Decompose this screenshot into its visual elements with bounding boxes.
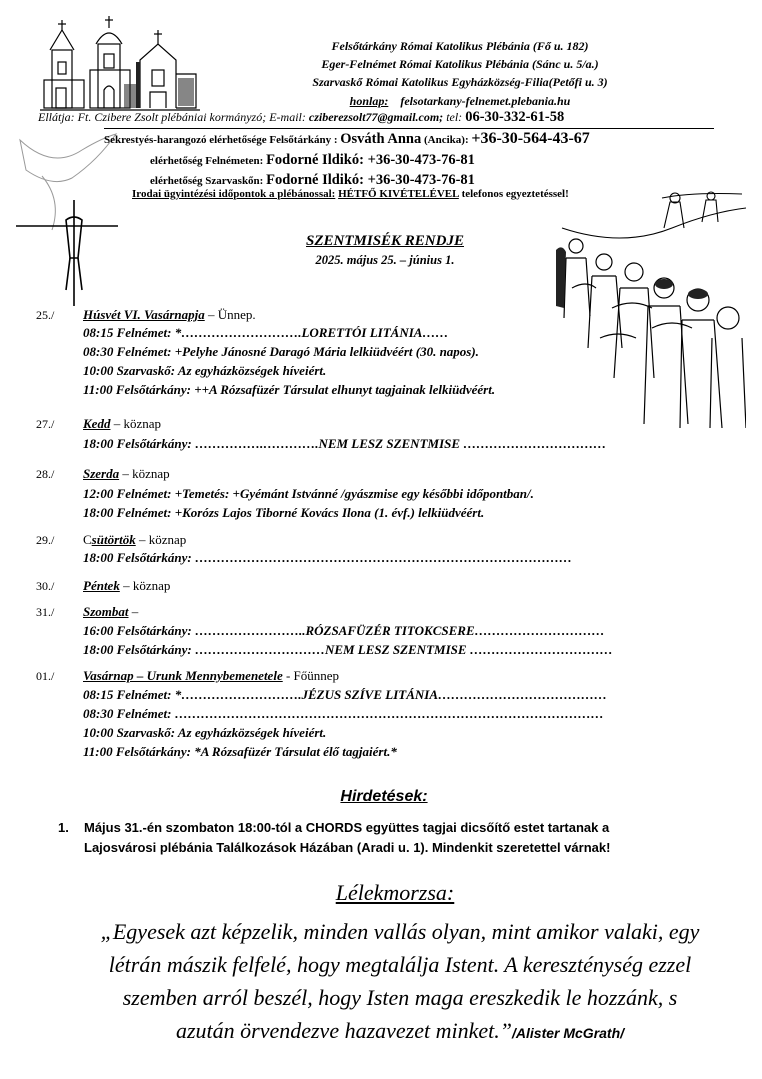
day-number: 31./ xyxy=(36,605,55,619)
tel-label: tel: xyxy=(446,110,463,124)
email-link[interactable]: cziberezsolt77@gmail.com; xyxy=(308,110,444,124)
sexton-phone: +36-30-564-43-67 xyxy=(471,130,590,147)
mass-entry: 08:30 Felnémet: +Pelyhe Jánosné Daragó Mária lelkiüdvéért (30. napos). xyxy=(83,344,479,359)
schedule-title: SZENTMISÉK RENDJE xyxy=(306,233,464,249)
day-name: Szombat xyxy=(83,604,129,619)
office-hours-label: Irodai ügyintézési időpontok a plébánossal: xyxy=(132,188,336,200)
day-number: 25./ xyxy=(36,308,55,322)
szarvasko-contact-value: Fodorné Ildikó: +36-30-473-76-81 xyxy=(266,172,475,188)
day-name: Kedd xyxy=(83,416,111,431)
mass-entry: 10:00 Szarvaskő: Az egyházközségek híveiért. xyxy=(83,363,327,378)
quote-author: /Alister McGrath/ xyxy=(512,1025,625,1041)
szarvasko-contact-label: elérhetőség Szarvaskőn: xyxy=(150,175,264,187)
lelekmorzsa-title: Lélekmorzsa: xyxy=(335,880,455,905)
felnemet-contact-value: Fodorné Ildikó: +36-30-473-76-81 xyxy=(266,152,475,168)
office-hours-exception: HÉTFŐ KIVÉTELÉVEL xyxy=(338,188,459,200)
ellatja-row xyxy=(38,109,738,126)
office-hours-row xyxy=(132,188,569,200)
announcement-line: Lajosvárosi plébánia Találkozások Házában (Aradi u. 1). Mindenkit szeretettel várnak! xyxy=(84,840,611,855)
sexton-label: Sekrestyés-harangozó elérhetősége Felsőtárkány : xyxy=(104,134,338,146)
mass-entry: 08:30 Felnémet: ……………………………………………………………………………………… xyxy=(83,706,604,721)
mass-entry: 11:00 Felsőtárkány: ++A Rózsafüzér Társulat elhunyt tagjainak lelkiüdvéért. xyxy=(83,382,496,397)
homepage-link[interactable]: felsotarkany-felnemet.plebania.hu xyxy=(400,94,571,108)
announcement-number: 1. xyxy=(58,820,69,835)
day-name-initial: C xyxy=(83,532,92,547)
mass-entry: 08:15 Felnémet: *……………………….JÉZUS SZÍVE LITÁNIA………………………………… xyxy=(83,687,607,702)
day-name: sütörtök xyxy=(91,532,136,547)
day-type: - Főünnep xyxy=(285,668,340,683)
day-name: Szerda xyxy=(83,466,120,481)
announcement-line: Május 31.-én szombaton 18:00-tól a CHORDS együttes tagjai dicsőítő estet tartanak a xyxy=(84,820,610,835)
homepage-row xyxy=(200,93,720,109)
day-type: – xyxy=(131,604,139,619)
announcements-title: Hirdetések: xyxy=(340,788,428,805)
header-line-3: Szarvaskő Római Katolikus Egyházközség-Filia(Petőfi u. 3) xyxy=(312,75,608,89)
ellatja-text: Ellátja: Ft. Czibere Zsolt plébániai kormányzó; E-mail: xyxy=(38,110,306,124)
lelekmorzsa-quote xyxy=(60,915,740,1050)
quote-line: szemben arról beszél, hogy Isten maga ereszkedik le hozzánk, s xyxy=(122,985,678,1010)
day-type: – Ünnep. xyxy=(207,307,256,322)
mass-entry: 18:00 Felsőtárkány: …………….………….NEM LESZ SZENTMISE …………………………… xyxy=(83,436,607,451)
day-name: Péntek xyxy=(83,578,120,593)
day-type: – köznap xyxy=(139,532,187,547)
quote-line: létrán mászik felfelé, hogy megtalálja Istent. A kereszténység ezzel xyxy=(108,952,692,977)
day-type: – köznap xyxy=(123,578,171,593)
day-number: 28./ xyxy=(36,467,55,481)
day-number: 30./ xyxy=(36,579,55,593)
header-divider xyxy=(104,128,714,129)
mass-entry: 16:00 Felsőtárkány: ……………………..RÓZSAFÜZÉR TITOKCSERE………………………… xyxy=(83,623,605,638)
day-number: 27./ xyxy=(36,417,55,431)
sexton-nick: (Ancika): xyxy=(424,134,469,146)
office-hours-note: telefonos egyeztetéssel! xyxy=(461,188,569,200)
felnemet-contact-row xyxy=(150,151,750,170)
sexton-name: Osváth Anna xyxy=(340,131,422,147)
header-line-2: Eger-Felnémet Római Katolikus Plébánia (Sánc u. 5/a.) xyxy=(321,57,599,71)
day-type: – köznap xyxy=(113,416,161,431)
day-name: Vasárnap – Urunk Mennybemenetele xyxy=(83,668,283,683)
mass-entry: 11:00 Felsőtárkány: *A Rózsafüzér Társulat élő tagjaiért.* xyxy=(83,744,397,759)
felnemet-contact-label: elérhetőség Felnémeten: xyxy=(150,155,264,167)
header-line-1: Felsőtárkány Római Katolikus Plébánia (Fő u. 182) xyxy=(331,39,589,53)
tel-number: 06-30-332-61-58 xyxy=(465,109,565,125)
day-name: Húsvét VI. Vasárnapja xyxy=(83,307,205,322)
crowd-illustration xyxy=(552,188,746,430)
day-type: – köznap xyxy=(122,466,170,481)
mass-entry: 18:00 Felnémet: +Korózs Lajos Tiborné Kovács Ilona (1. évf.) lelkiüdvéért. xyxy=(83,505,485,520)
mass-entry: 12:00 Felnémet: +Temetés: +Gyémánt Istvánné /gyászmise egy későbbi időpontban/. xyxy=(83,486,534,501)
mass-entry: 10:00 Szarvaskő: Az egyházközségek híveiért. xyxy=(83,725,327,740)
quote-line: „Egyesek azt képzelik, minden vallás olyan, mint amikor valaki, egy xyxy=(100,919,700,944)
mass-entry: 08:15 Felnémet: *……………………….LORETTÓI LITÁNIA…… xyxy=(83,325,449,340)
mass-entry: 18:00 Felsőtárkány: …………………………NEM LESZ SZENTMISE …………………………… xyxy=(83,642,613,657)
day-number: 29./ xyxy=(36,533,55,547)
dove-cross-illustration xyxy=(12,130,122,310)
mass-entry: 18:00 Felsőtárkány: …………………………………………………………………………… xyxy=(83,550,572,565)
quote-line: azután örvendezve hazavezet minket.” xyxy=(175,1018,512,1043)
day-number: 01./ xyxy=(36,669,55,683)
homepage-label: honlap: xyxy=(349,94,389,108)
schedule-dates: 2025. május 25. – június 1. xyxy=(315,253,455,267)
sexton-row xyxy=(104,130,704,149)
